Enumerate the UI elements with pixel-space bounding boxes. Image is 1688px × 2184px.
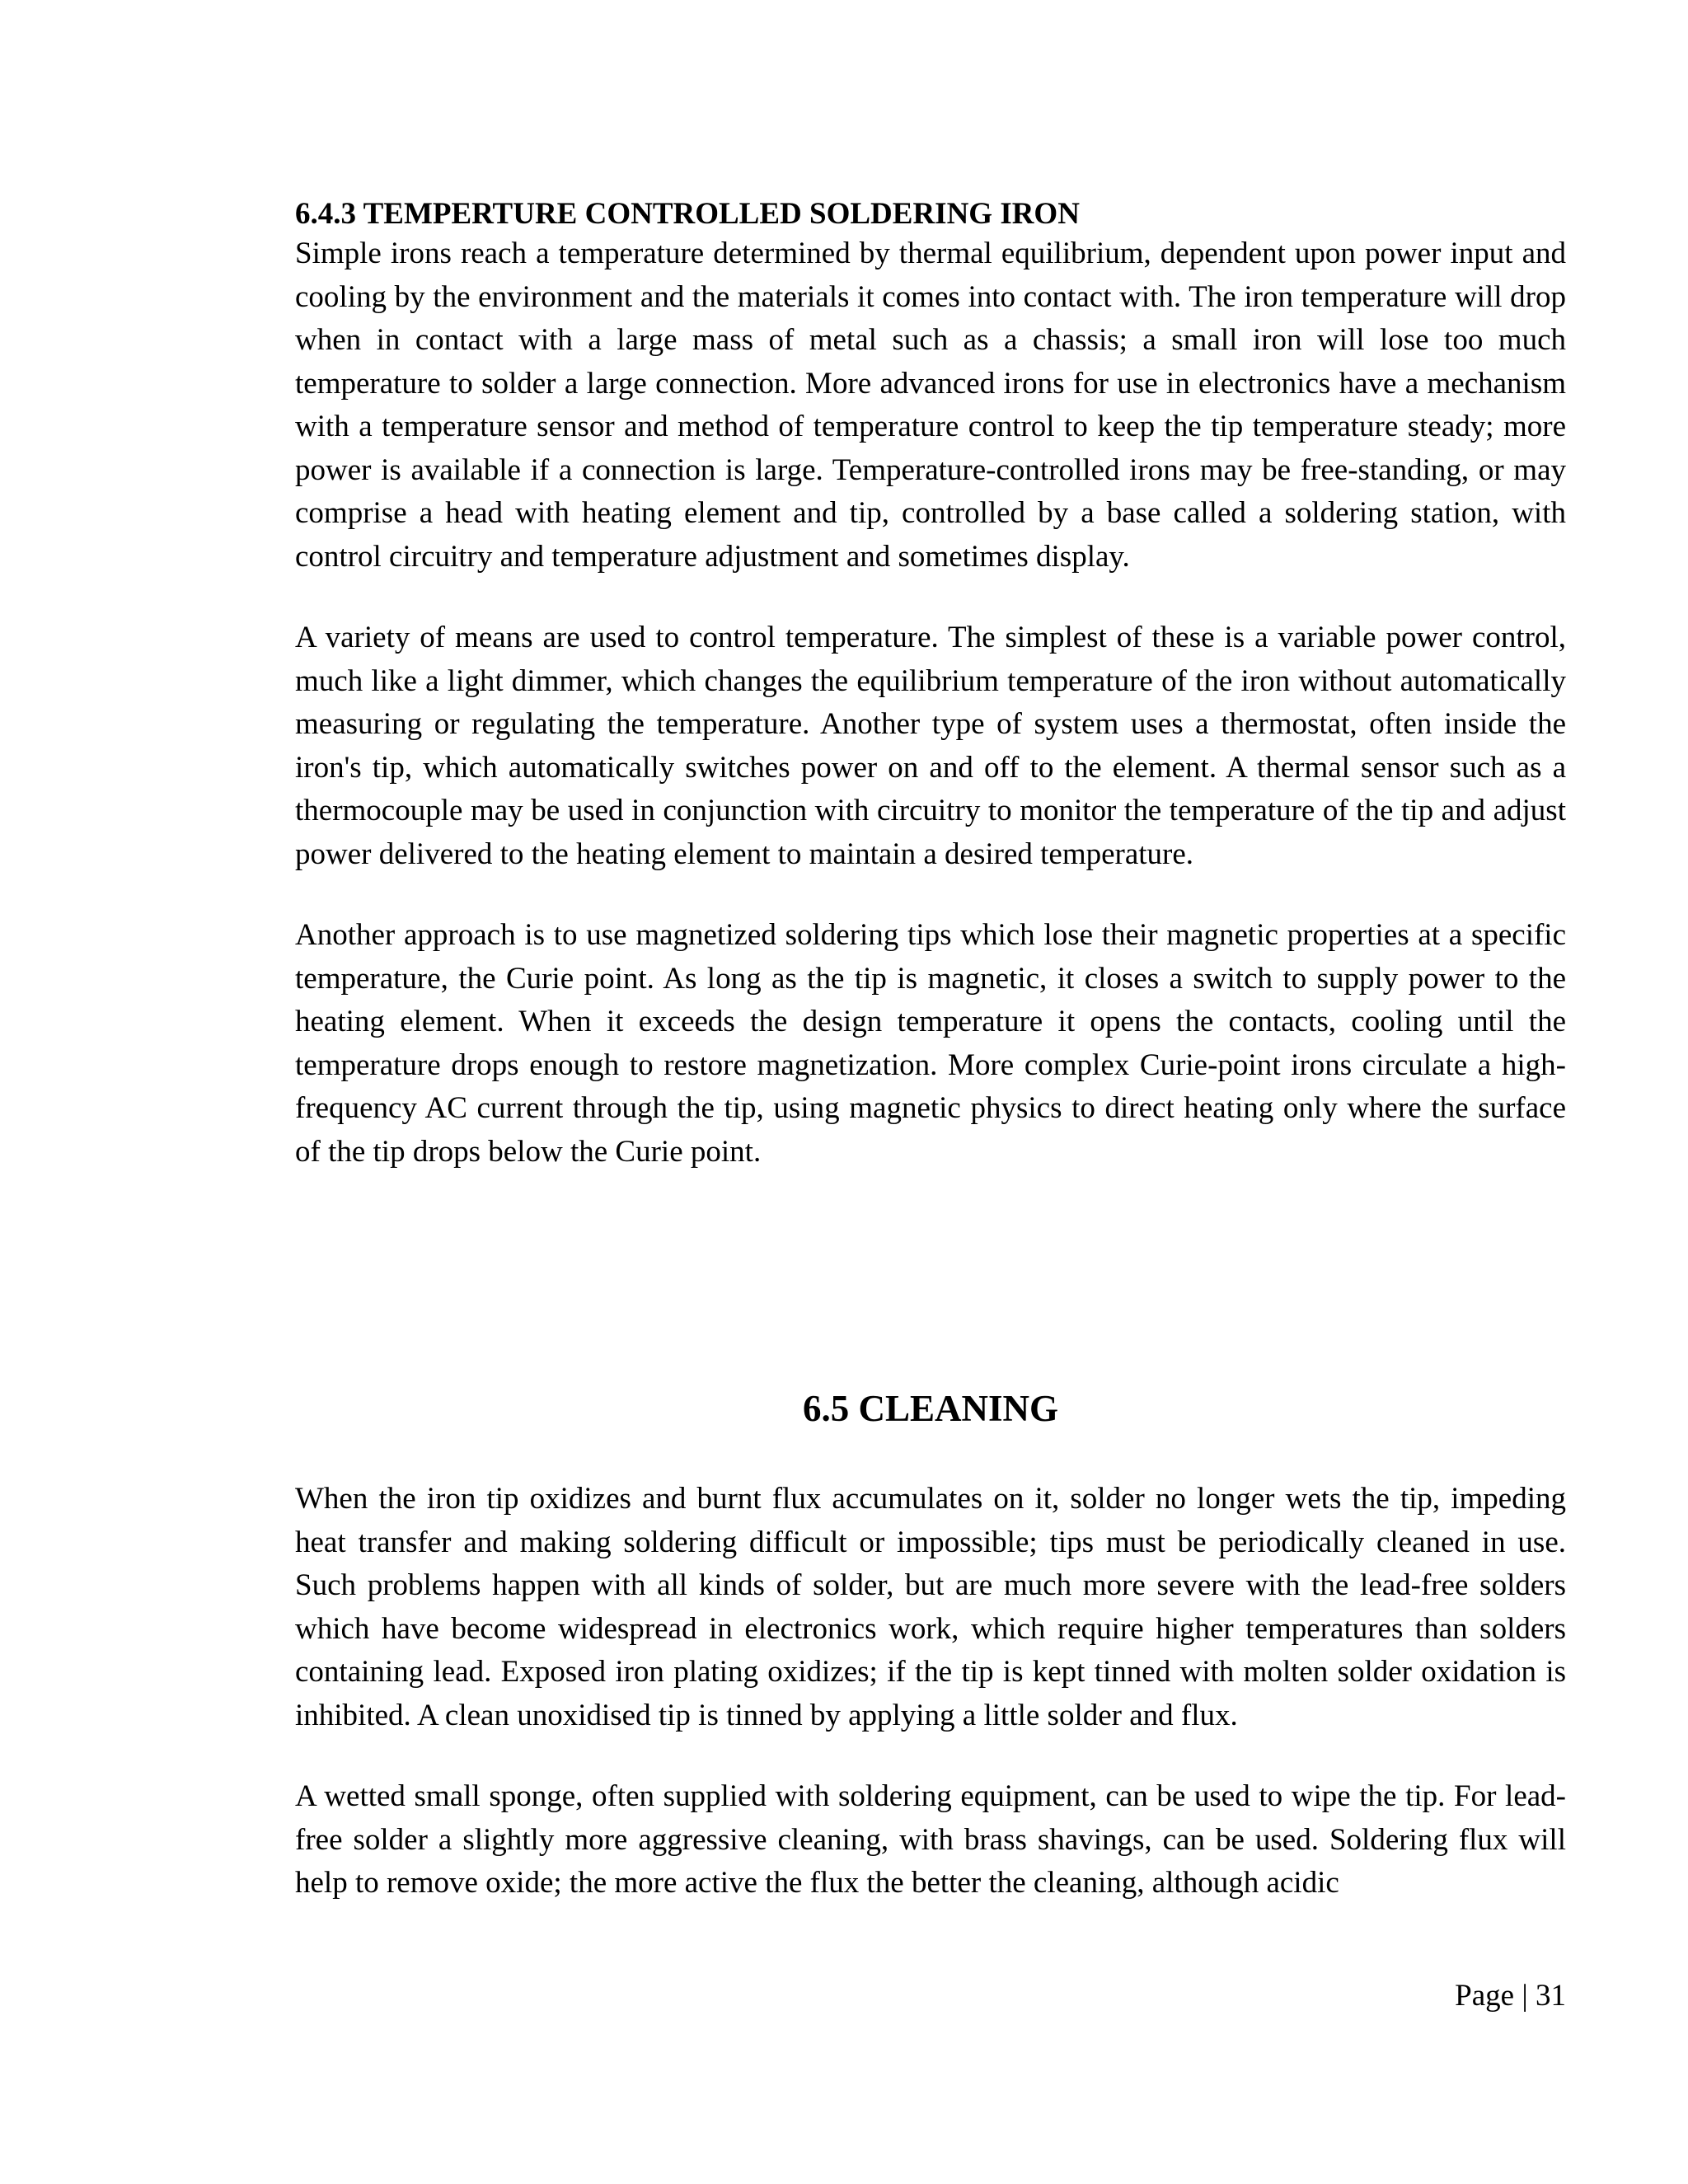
page-number: Page | 31: [1455, 1979, 1566, 2013]
paragraph: Another approach is to use magnetized soldering tips which lose their magnetic properties at a specific temperature, the Curie point. As long as the tip is magnetic, it closes a switch to supply power to the heating element. When it exceeds the design temperature it opens the contacts, cooling until the temperature drops enough to restore magnetization. More complex Curie-point irons circulate a high-frequency AC current through the tip, using magnetic physics to direct heating only where the surface of the tip drops below the Curie point.: [295, 918, 1566, 1169]
paragraph: When the iron tip oxidizes and burnt flux accumulates on it, solder no longer wets the tip, impeding heat transfer and making soldering difficult or impossible; tips must be periodically cleaned in use. Such problems happen with all kinds of solder, but are much more severe with the lead-free solders which have become widespread in electronics work, which require higher temperatures than solders containing lead. Exposed iron plating oxidizes; if the tip is kept tinned with molten solder oxidation is inhibited. A clean unoxidised tip is tinned by applying a little solder and flux.: [295, 1482, 1566, 1732]
paragraph: Simple irons reach a temperature determined by thermal equilibrium, dependent upon power input and cooling by the environment and the materials it comes into contact with. The iron temperature will drop when in contact with a large mass of metal such as a chassis; a small iron will lose too much temperature to solder a large connection. More advanced irons for use in electronics have a mechanism with a temperature sensor and method of temperature control to keep the tip temperature steady; more power is available if a connection is large. Temperature-controlled irons may be free-standing, or may comprise a head with heating element and tip, controlled by a base called a soldering station, with control circuitry and temperature adjustment and sometimes display.: [295, 237, 1566, 574]
section-body: [295, 1478, 1566, 1905]
paragraph: A variety of means are used to control temperature. The simplest of these is a variable power control, much like a light dimmer, which changes the equilibrium temperature of the iron without automatically measuring or regulating the temperature. Another type of system uses a thermostat, often inside the iron's tip, which automatically switches power on and off to the element. A thermal sensor such as a thermocouple may be used in conjunction with circuitry to monitor the temperature of the tip and adjust power delivered to the heating element to maintain a desired temperature.: [295, 621, 1566, 871]
page-content: [295, 196, 1566, 1900]
subsection-heading: 6.4.3 TEMPERTURE CONTROLLED SOLDERING IRON: [295, 197, 1080, 231]
section-heading: 6.5 CLEANING: [802, 1388, 1059, 1429]
paragraph: A wetted small sponge, often supplied with soldering equipment, can be used to wipe the tip. For lead-free solder a slightly more aggressive cleaning, with brass shavings, can be used. Soldering flux will help to remove oxide; the more active the flux the better the cleaning, although acidic: [295, 1779, 1566, 1900]
